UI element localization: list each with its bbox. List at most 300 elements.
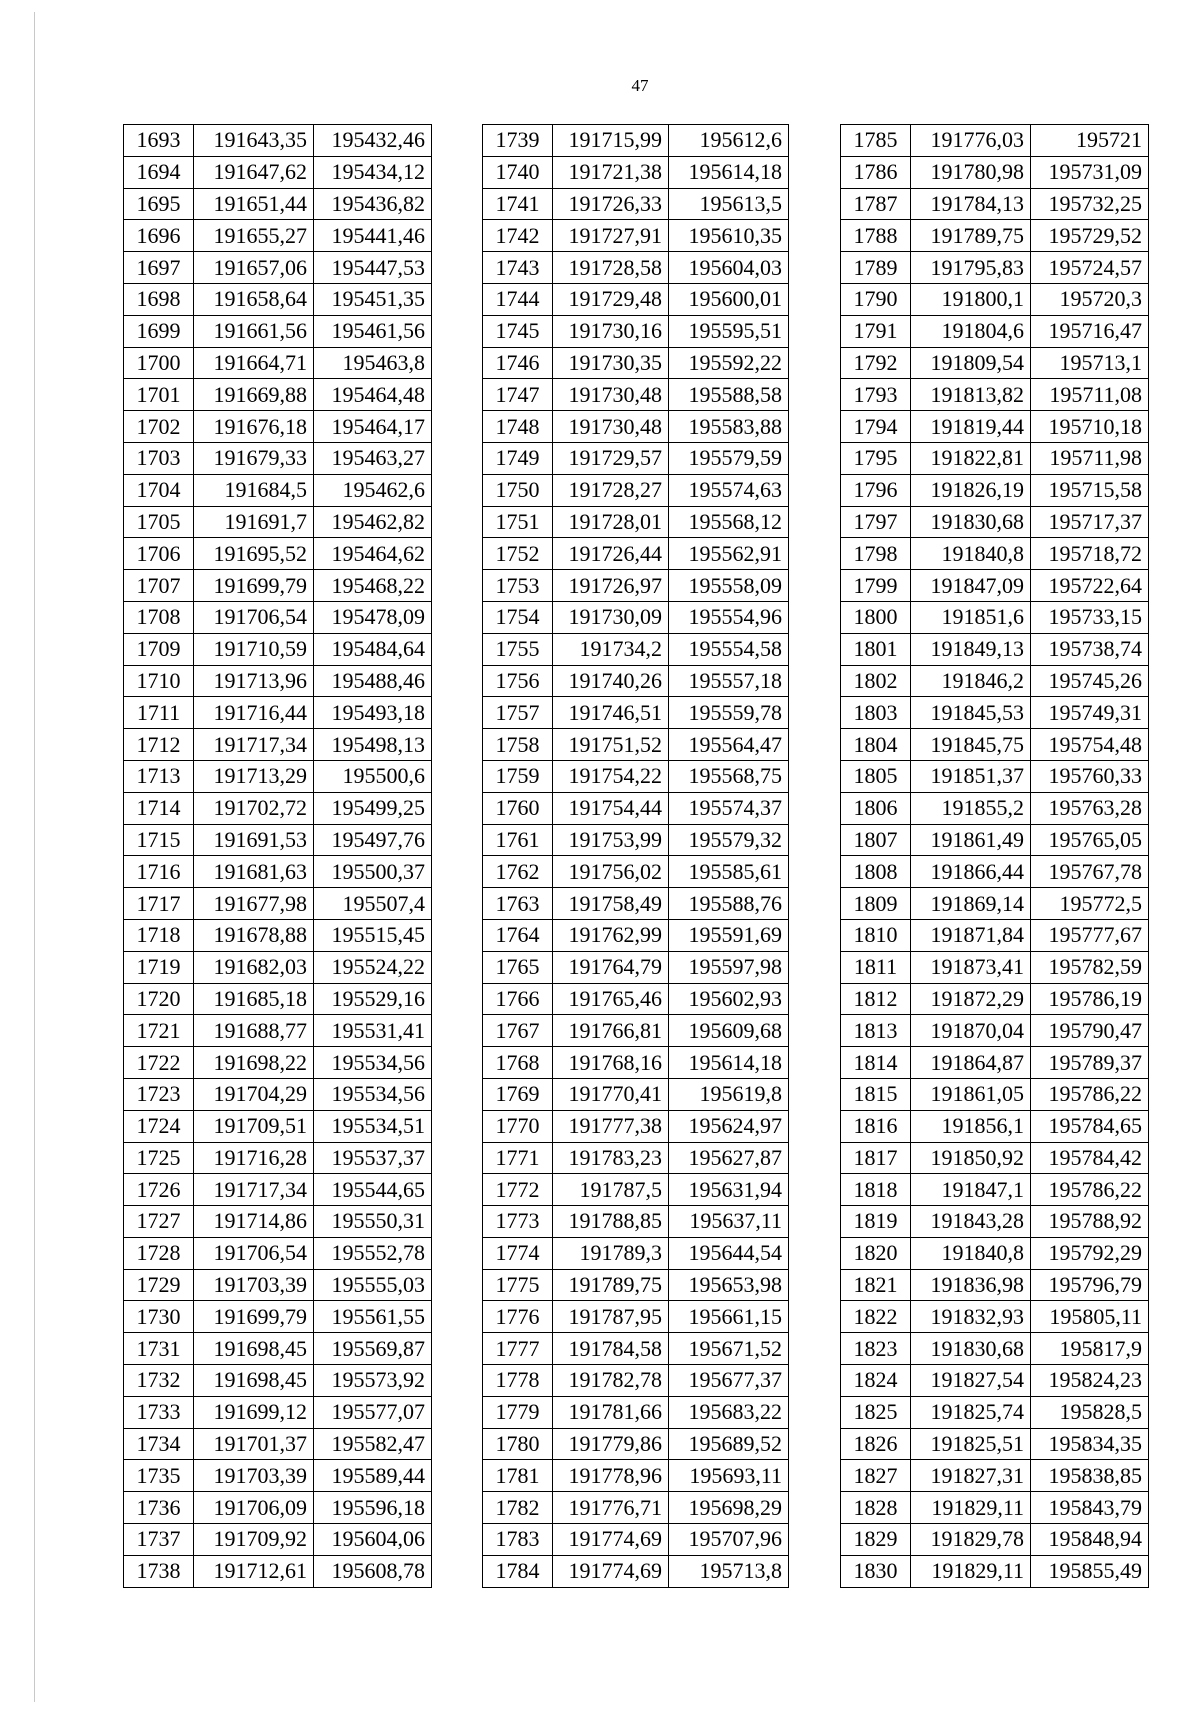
x-coordinate-cell: 191788,85 xyxy=(553,1206,669,1238)
y-coordinate-cell: 195614,18 xyxy=(669,1047,789,1079)
x-coordinate-cell: 191809,54 xyxy=(911,347,1031,379)
x-coordinate-cell: 191704,29 xyxy=(194,1078,314,1110)
x-coordinate-cell: 191684,5 xyxy=(194,474,314,506)
point-number-cell: 1735 xyxy=(124,1460,194,1492)
point-number-cell: 1796 xyxy=(841,474,911,506)
table-row xyxy=(124,1301,432,1333)
x-coordinate-cell: 191789,3 xyxy=(553,1237,669,1269)
point-number-cell: 1805 xyxy=(841,760,911,792)
y-coordinate-cell: 195591,69 xyxy=(669,919,789,951)
x-coordinate-cell: 191713,29 xyxy=(194,760,314,792)
point-number-cell: 1722 xyxy=(124,1047,194,1079)
y-coordinate-cell: 195529,16 xyxy=(314,983,432,1015)
table-row xyxy=(483,1428,789,1460)
y-coordinate-cell: 195671,52 xyxy=(669,1333,789,1365)
y-coordinate-cell: 195604,06 xyxy=(314,1524,432,1556)
x-coordinate-cell: 191779,86 xyxy=(553,1428,669,1460)
table-row xyxy=(124,1015,432,1047)
x-coordinate-cell: 191827,54 xyxy=(911,1365,1031,1397)
x-coordinate-cell: 191682,03 xyxy=(194,951,314,983)
point-number-cell: 1734 xyxy=(124,1428,194,1460)
y-coordinate-cell: 195689,52 xyxy=(669,1428,789,1460)
y-coordinate-cell: 195788,92 xyxy=(1031,1206,1149,1238)
y-coordinate-cell: 195583,88 xyxy=(669,411,789,443)
point-number-cell: 1757 xyxy=(483,697,553,729)
point-number-cell: 1804 xyxy=(841,729,911,761)
table-row xyxy=(124,824,432,856)
table-row xyxy=(124,697,432,729)
table-row xyxy=(841,283,1149,315)
y-coordinate-cell: 195589,44 xyxy=(314,1460,432,1492)
y-coordinate-cell: 195765,05 xyxy=(1031,824,1149,856)
y-coordinate-cell: 195561,55 xyxy=(314,1301,432,1333)
table-row xyxy=(841,697,1149,729)
x-coordinate-cell: 191699,12 xyxy=(194,1396,314,1428)
point-number-cell: 1742 xyxy=(483,220,553,252)
y-coordinate-cell: 195855,49 xyxy=(1031,1555,1149,1587)
x-coordinate-cell: 191845,53 xyxy=(911,697,1031,729)
point-number-cell: 1800 xyxy=(841,601,911,633)
point-number-cell: 1719 xyxy=(124,951,194,983)
table-row xyxy=(841,474,1149,506)
y-coordinate-cell: 195534,51 xyxy=(314,1110,432,1142)
point-number-cell: 1810 xyxy=(841,919,911,951)
point-number-cell: 1806 xyxy=(841,792,911,824)
x-coordinate-cell: 191699,79 xyxy=(194,1301,314,1333)
y-coordinate-cell: 195574,37 xyxy=(669,792,789,824)
point-number-cell: 1775 xyxy=(483,1269,553,1301)
table-row xyxy=(124,1428,432,1460)
table-row xyxy=(483,411,789,443)
point-number-cell: 1784 xyxy=(483,1555,553,1587)
x-coordinate-cell: 191669,88 xyxy=(194,379,314,411)
x-coordinate-cell: 191664,71 xyxy=(194,347,314,379)
point-number-cell: 1781 xyxy=(483,1460,553,1492)
table-row xyxy=(124,1524,432,1556)
x-coordinate-cell: 191873,41 xyxy=(911,951,1031,983)
x-coordinate-cell: 191734,2 xyxy=(553,633,669,665)
y-coordinate-cell: 195698,29 xyxy=(669,1492,789,1524)
table-row xyxy=(483,951,789,983)
y-coordinate-cell: 195441,46 xyxy=(314,220,432,252)
x-coordinate-cell: 191827,31 xyxy=(911,1460,1031,1492)
table-row xyxy=(483,1047,789,1079)
y-coordinate-cell: 195592,22 xyxy=(669,347,789,379)
coordinate-table-body xyxy=(124,125,432,1588)
x-coordinate-cell: 191701,37 xyxy=(194,1428,314,1460)
point-number-cell: 1798 xyxy=(841,538,911,570)
table-row xyxy=(124,1110,432,1142)
table-row xyxy=(124,983,432,1015)
y-coordinate-cell: 195784,65 xyxy=(1031,1110,1149,1142)
y-coordinate-cell: 195484,64 xyxy=(314,633,432,665)
point-number-cell: 1695 xyxy=(124,188,194,220)
table-row xyxy=(124,601,432,633)
table-row xyxy=(841,506,1149,538)
table-row xyxy=(841,856,1149,888)
x-coordinate-cell: 191819,44 xyxy=(911,411,1031,443)
point-number-cell: 1814 xyxy=(841,1047,911,1079)
x-coordinate-cell: 191740,26 xyxy=(553,665,669,697)
table-row xyxy=(841,220,1149,252)
table-row xyxy=(841,1301,1149,1333)
y-coordinate-cell: 195683,22 xyxy=(669,1396,789,1428)
y-coordinate-cell: 195554,58 xyxy=(669,633,789,665)
point-number-cell: 1716 xyxy=(124,856,194,888)
y-coordinate-cell: 195777,67 xyxy=(1031,919,1149,951)
x-coordinate-cell: 191679,33 xyxy=(194,442,314,474)
y-coordinate-cell: 195588,76 xyxy=(669,888,789,920)
point-number-cell: 1791 xyxy=(841,315,911,347)
x-coordinate-cell: 191746,51 xyxy=(553,697,669,729)
coordinate-table-body xyxy=(841,125,1149,1588)
x-coordinate-cell: 191825,74 xyxy=(911,1396,1031,1428)
point-number-cell: 1743 xyxy=(483,252,553,284)
point-number-cell: 1738 xyxy=(124,1555,194,1587)
y-coordinate-cell: 195838,85 xyxy=(1031,1460,1149,1492)
table-row xyxy=(841,252,1149,284)
point-number-cell: 1819 xyxy=(841,1206,911,1238)
y-coordinate-cell: 195597,98 xyxy=(669,951,789,983)
table-row xyxy=(124,506,432,538)
table-row xyxy=(124,411,432,443)
y-coordinate-cell: 195677,37 xyxy=(669,1365,789,1397)
x-coordinate-cell: 191753,99 xyxy=(553,824,669,856)
y-coordinate-cell: 195498,13 xyxy=(314,729,432,761)
table-row xyxy=(841,760,1149,792)
x-coordinate-cell: 191764,79 xyxy=(553,951,669,983)
point-number-cell: 1787 xyxy=(841,188,911,220)
table-row xyxy=(124,1460,432,1492)
table-row xyxy=(841,633,1149,665)
table-row xyxy=(124,792,432,824)
point-number-cell: 1809 xyxy=(841,888,911,920)
point-number-cell: 1697 xyxy=(124,252,194,284)
point-number-cell: 1822 xyxy=(841,1301,911,1333)
coordinate-table-body xyxy=(483,125,789,1588)
x-coordinate-cell: 191713,96 xyxy=(194,665,314,697)
point-number-cell: 1713 xyxy=(124,760,194,792)
x-coordinate-cell: 191766,81 xyxy=(553,1015,669,1047)
x-coordinate-cell: 191728,27 xyxy=(553,474,669,506)
point-number-cell: 1756 xyxy=(483,665,553,697)
x-coordinate-cell: 191716,28 xyxy=(194,1142,314,1174)
point-number-cell: 1749 xyxy=(483,442,553,474)
point-number-cell: 1728 xyxy=(124,1237,194,1269)
table-row xyxy=(483,1174,789,1206)
x-coordinate-cell: 191703,39 xyxy=(194,1460,314,1492)
table-row xyxy=(841,570,1149,602)
point-number-cell: 1785 xyxy=(841,125,911,157)
x-coordinate-cell: 191706,09 xyxy=(194,1492,314,1524)
x-coordinate-cell: 191678,88 xyxy=(194,919,314,951)
y-coordinate-cell: 195817,9 xyxy=(1031,1333,1149,1365)
table-row xyxy=(483,1524,789,1556)
point-number-cell: 1741 xyxy=(483,188,553,220)
x-coordinate-cell: 191774,69 xyxy=(553,1555,669,1587)
x-coordinate-cell: 191698,22 xyxy=(194,1047,314,1079)
table-row xyxy=(483,1460,789,1492)
y-coordinate-cell: 195715,58 xyxy=(1031,474,1149,506)
y-coordinate-cell: 195582,47 xyxy=(314,1428,432,1460)
x-coordinate-cell: 191800,1 xyxy=(911,283,1031,315)
point-number-cell: 1827 xyxy=(841,1460,911,1492)
y-coordinate-cell: 195499,25 xyxy=(314,792,432,824)
table-row xyxy=(124,347,432,379)
x-coordinate-cell: 191832,93 xyxy=(911,1301,1031,1333)
x-coordinate-cell: 191709,92 xyxy=(194,1524,314,1556)
x-coordinate-cell: 191643,35 xyxy=(194,125,314,157)
x-coordinate-cell: 191729,48 xyxy=(553,283,669,315)
y-coordinate-cell: 195564,47 xyxy=(669,729,789,761)
y-coordinate-cell: 195731,09 xyxy=(1031,156,1149,188)
table-row xyxy=(841,1524,1149,1556)
x-coordinate-cell: 191698,45 xyxy=(194,1333,314,1365)
y-coordinate-cell: 195729,52 xyxy=(1031,220,1149,252)
x-coordinate-cell: 191695,52 xyxy=(194,538,314,570)
y-coordinate-cell: 195661,15 xyxy=(669,1301,789,1333)
table-row xyxy=(483,379,789,411)
table-row xyxy=(483,983,789,1015)
y-coordinate-cell: 195554,96 xyxy=(669,601,789,633)
table-row xyxy=(841,347,1149,379)
x-coordinate-cell: 191714,86 xyxy=(194,1206,314,1238)
point-number-cell: 1818 xyxy=(841,1174,911,1206)
table-row xyxy=(483,506,789,538)
point-number-cell: 1765 xyxy=(483,951,553,983)
y-coordinate-cell: 195786,22 xyxy=(1031,1078,1149,1110)
y-coordinate-cell: 195464,48 xyxy=(314,379,432,411)
x-coordinate-cell: 191847,09 xyxy=(911,570,1031,602)
x-coordinate-cell: 191765,46 xyxy=(553,983,669,1015)
table-row xyxy=(841,1365,1149,1397)
table-row xyxy=(841,188,1149,220)
x-coordinate-cell: 191756,02 xyxy=(553,856,669,888)
point-number-cell: 1780 xyxy=(483,1428,553,1460)
table-row xyxy=(483,665,789,697)
x-coordinate-cell: 191712,61 xyxy=(194,1555,314,1587)
point-number-cell: 1700 xyxy=(124,347,194,379)
x-coordinate-cell: 191685,18 xyxy=(194,983,314,1015)
x-coordinate-cell: 191770,41 xyxy=(553,1078,669,1110)
y-coordinate-cell: 195608,78 xyxy=(314,1555,432,1587)
y-coordinate-cell: 195537,37 xyxy=(314,1142,432,1174)
table-row xyxy=(483,1333,789,1365)
x-coordinate-cell: 191869,14 xyxy=(911,888,1031,920)
point-number-cell: 1704 xyxy=(124,474,194,506)
table-row xyxy=(483,1206,789,1238)
point-number-cell: 1794 xyxy=(841,411,911,443)
point-number-cell: 1731 xyxy=(124,1333,194,1365)
y-coordinate-cell: 195461,56 xyxy=(314,315,432,347)
point-number-cell: 1783 xyxy=(483,1524,553,1556)
table-row xyxy=(483,1396,789,1428)
table-row xyxy=(483,474,789,506)
point-number-cell: 1779 xyxy=(483,1396,553,1428)
table-row xyxy=(124,156,432,188)
y-coordinate-cell: 195716,47 xyxy=(1031,315,1149,347)
x-coordinate-cell: 191789,75 xyxy=(911,220,1031,252)
point-number-cell: 1820 xyxy=(841,1237,911,1269)
y-coordinate-cell: 195805,11 xyxy=(1031,1301,1149,1333)
point-number-cell: 1705 xyxy=(124,506,194,538)
y-coordinate-cell: 195544,65 xyxy=(314,1174,432,1206)
table-row xyxy=(841,1333,1149,1365)
table-row xyxy=(841,951,1149,983)
table-row xyxy=(841,1078,1149,1110)
table-row xyxy=(841,665,1149,697)
y-coordinate-cell: 195451,35 xyxy=(314,283,432,315)
x-coordinate-cell: 191658,64 xyxy=(194,283,314,315)
x-coordinate-cell: 191847,1 xyxy=(911,1174,1031,1206)
table-row xyxy=(124,633,432,665)
table-row xyxy=(124,888,432,920)
point-number-cell: 1777 xyxy=(483,1333,553,1365)
point-number-cell: 1803 xyxy=(841,697,911,729)
table-row xyxy=(124,729,432,761)
point-number-cell: 1828 xyxy=(841,1492,911,1524)
y-coordinate-cell: 195745,26 xyxy=(1031,665,1149,697)
point-number-cell: 1693 xyxy=(124,125,194,157)
point-number-cell: 1821 xyxy=(841,1269,911,1301)
point-number-cell: 1789 xyxy=(841,252,911,284)
table-row xyxy=(483,1142,789,1174)
y-coordinate-cell: 195644,54 xyxy=(669,1237,789,1269)
table-row xyxy=(483,188,789,220)
y-coordinate-cell: 195767,78 xyxy=(1031,856,1149,888)
y-coordinate-cell: 195693,11 xyxy=(669,1460,789,1492)
table-row xyxy=(483,1015,789,1047)
table-row xyxy=(483,601,789,633)
y-coordinate-cell: 195569,87 xyxy=(314,1333,432,1365)
y-coordinate-cell: 195713,1 xyxy=(1031,347,1149,379)
table-row xyxy=(124,1174,432,1206)
point-number-cell: 1790 xyxy=(841,283,911,315)
table-row xyxy=(483,1269,789,1301)
x-coordinate-cell: 191813,82 xyxy=(911,379,1031,411)
point-number-cell: 1747 xyxy=(483,379,553,411)
x-coordinate-cell: 191856,1 xyxy=(911,1110,1031,1142)
x-coordinate-cell: 191699,79 xyxy=(194,570,314,602)
point-number-cell: 1786 xyxy=(841,156,911,188)
point-number-cell: 1776 xyxy=(483,1301,553,1333)
coordinate-table-right xyxy=(840,124,1149,1588)
point-number-cell: 1752 xyxy=(483,538,553,570)
table-row xyxy=(841,156,1149,188)
point-number-cell: 1801 xyxy=(841,633,911,665)
x-coordinate-cell: 191829,11 xyxy=(911,1555,1031,1587)
point-number-cell: 1729 xyxy=(124,1269,194,1301)
point-number-cell: 1740 xyxy=(483,156,553,188)
x-coordinate-cell: 191751,52 xyxy=(553,729,669,761)
table-row xyxy=(124,220,432,252)
table-row xyxy=(124,538,432,570)
point-number-cell: 1712 xyxy=(124,729,194,761)
point-number-cell: 1761 xyxy=(483,824,553,856)
table-row xyxy=(483,252,789,284)
table-row xyxy=(483,283,789,315)
point-number-cell: 1750 xyxy=(483,474,553,506)
x-coordinate-cell: 191728,58 xyxy=(553,252,669,284)
point-number-cell: 1727 xyxy=(124,1206,194,1238)
table-row xyxy=(841,792,1149,824)
point-number-cell: 1745 xyxy=(483,315,553,347)
point-number-cell: 1764 xyxy=(483,919,553,951)
point-number-cell: 1771 xyxy=(483,1142,553,1174)
table-row xyxy=(841,1142,1149,1174)
y-coordinate-cell: 195828,5 xyxy=(1031,1396,1149,1428)
table-row xyxy=(124,1078,432,1110)
y-coordinate-cell: 195579,32 xyxy=(669,824,789,856)
x-coordinate-cell: 191730,48 xyxy=(553,411,669,443)
point-number-cell: 1699 xyxy=(124,315,194,347)
x-coordinate-cell: 191762,99 xyxy=(553,919,669,951)
x-coordinate-cell: 191717,34 xyxy=(194,1174,314,1206)
point-number-cell: 1758 xyxy=(483,729,553,761)
y-coordinate-cell: 195462,6 xyxy=(314,474,432,506)
y-coordinate-cell: 195653,98 xyxy=(669,1269,789,1301)
point-number-cell: 1802 xyxy=(841,665,911,697)
table-row xyxy=(124,1555,432,1587)
x-coordinate-cell: 191726,44 xyxy=(553,538,669,570)
y-coordinate-cell: 195619,8 xyxy=(669,1078,789,1110)
point-number-cell: 1723 xyxy=(124,1078,194,1110)
point-number-cell: 1746 xyxy=(483,347,553,379)
table-row xyxy=(483,1078,789,1110)
x-coordinate-cell: 191706,54 xyxy=(194,1237,314,1269)
table-row xyxy=(841,1015,1149,1047)
x-coordinate-cell: 191787,95 xyxy=(553,1301,669,1333)
table-row xyxy=(124,919,432,951)
point-number-cell: 1760 xyxy=(483,792,553,824)
y-coordinate-cell: 195772,5 xyxy=(1031,888,1149,920)
y-coordinate-cell: 195627,87 xyxy=(669,1142,789,1174)
x-coordinate-cell: 191787,5 xyxy=(553,1174,669,1206)
y-coordinate-cell: 195463,8 xyxy=(314,347,432,379)
point-number-cell: 1714 xyxy=(124,792,194,824)
x-coordinate-cell: 191822,81 xyxy=(911,442,1031,474)
point-number-cell: 1772 xyxy=(483,1174,553,1206)
y-coordinate-cell: 195524,22 xyxy=(314,951,432,983)
point-number-cell: 1694 xyxy=(124,156,194,188)
x-coordinate-cell: 191784,13 xyxy=(911,188,1031,220)
x-coordinate-cell: 191781,66 xyxy=(553,1396,669,1428)
page-number: 47 xyxy=(631,76,649,95)
table-row xyxy=(841,125,1149,157)
y-coordinate-cell: 195507,4 xyxy=(314,888,432,920)
table-row xyxy=(483,697,789,729)
point-number-cell: 1706 xyxy=(124,538,194,570)
x-coordinate-cell: 191698,45 xyxy=(194,1365,314,1397)
point-number-cell: 1703 xyxy=(124,442,194,474)
table-row xyxy=(483,442,789,474)
y-coordinate-cell: 195612,6 xyxy=(669,125,789,157)
x-coordinate-cell: 191768,16 xyxy=(553,1047,669,1079)
x-coordinate-cell: 191657,06 xyxy=(194,252,314,284)
x-coordinate-cell: 191728,01 xyxy=(553,506,669,538)
x-coordinate-cell: 191721,38 xyxy=(553,156,669,188)
x-coordinate-cell: 191780,98 xyxy=(911,156,1031,188)
y-coordinate-cell: 195462,82 xyxy=(314,506,432,538)
point-number-cell: 1782 xyxy=(483,1492,553,1524)
y-coordinate-cell: 195432,46 xyxy=(314,125,432,157)
x-coordinate-cell: 191758,49 xyxy=(553,888,669,920)
y-coordinate-cell: 195707,96 xyxy=(669,1524,789,1556)
point-number-cell: 1788 xyxy=(841,220,911,252)
x-coordinate-cell: 191703,39 xyxy=(194,1269,314,1301)
y-coordinate-cell: 195760,33 xyxy=(1031,760,1149,792)
y-coordinate-cell: 195613,5 xyxy=(669,188,789,220)
